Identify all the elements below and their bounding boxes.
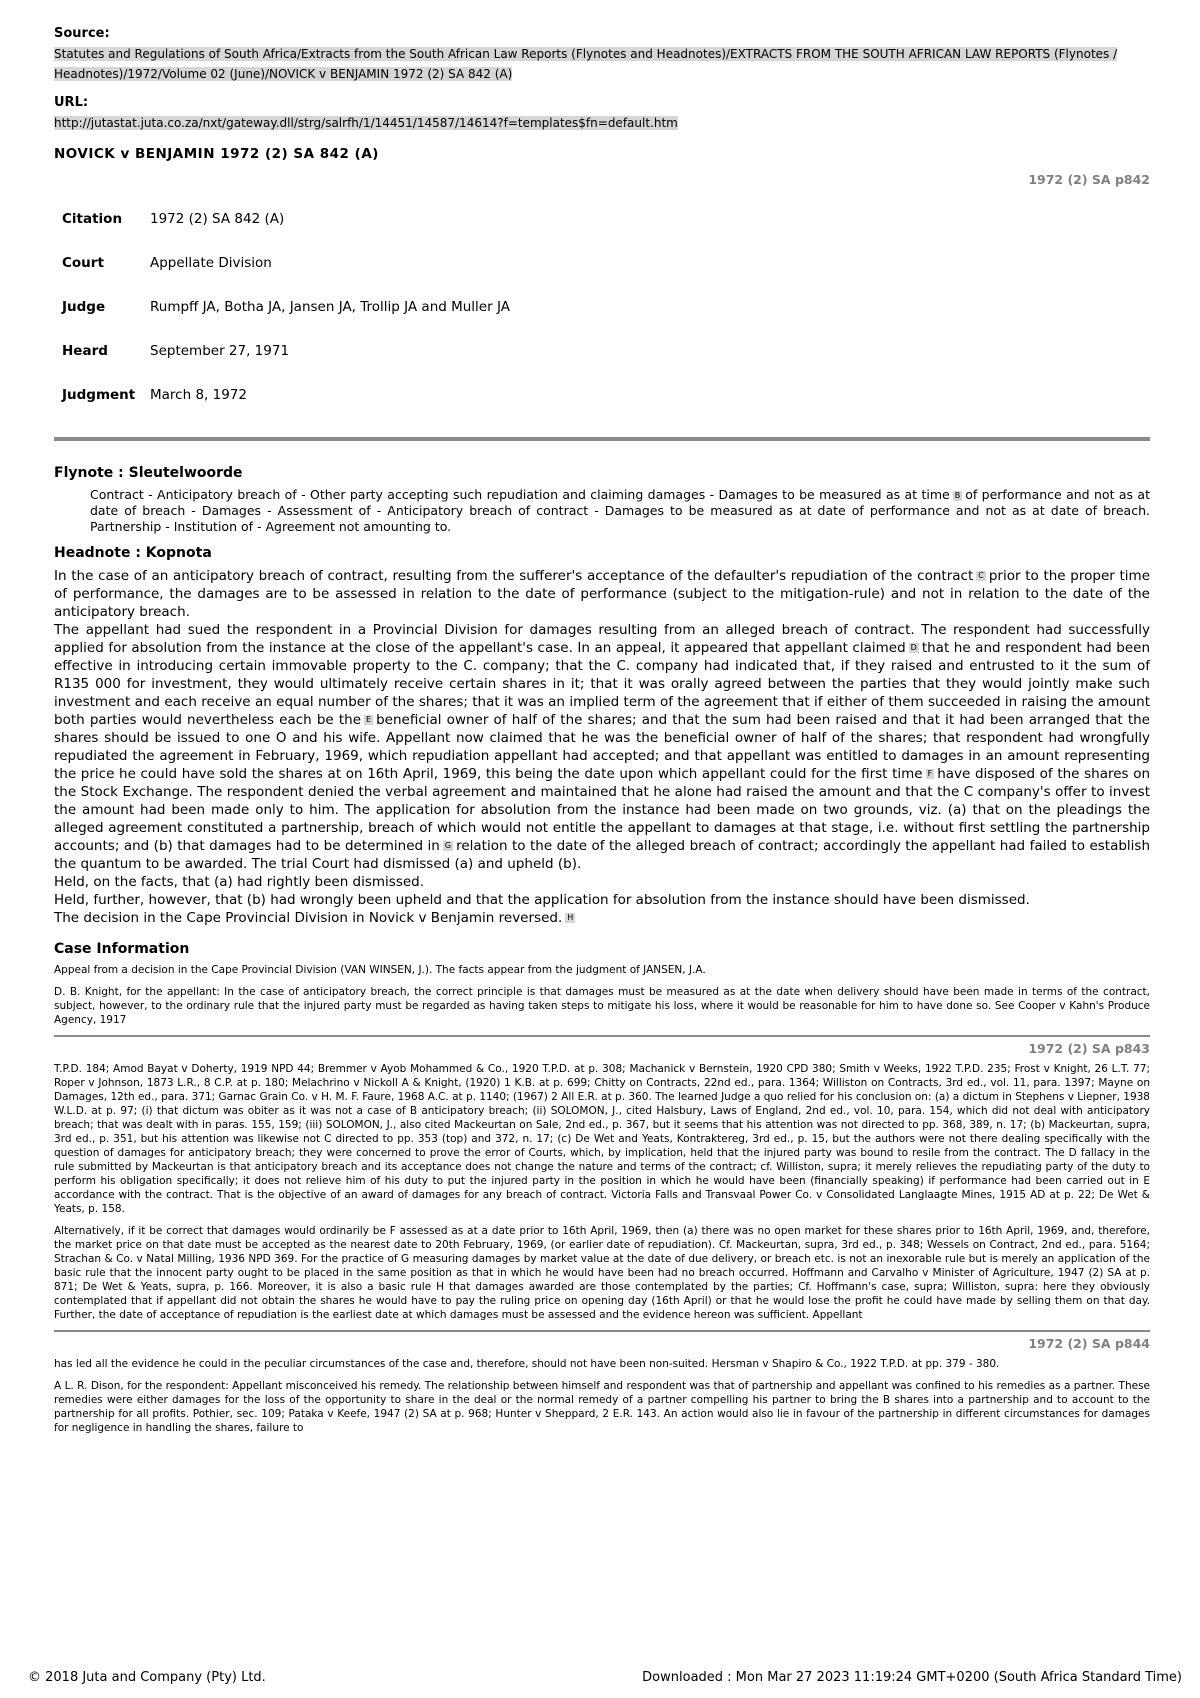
margin-letter-marker: G [444,841,452,850]
argument-paragraph: has led all the evidence he could in the peculiar circumstances of the case and, therefore, should not have been non-suited. Hersman v Shapiro & Co., 1922 T.P.D. at pp. 379 - 380. [54,1358,1000,1370]
source-label: Source: [54,26,110,41]
case-info-paragraph: D. B. Knight, for the appellant: In the case of anticipatory breach, the correct principle is that damages must be measured as at the date when delivery should have been made in terms of the contract, subject, however, to the ordinary rule that the injured party must be regarded as having taken steps to mitigate his loss, where it would be reasonable for him to have done so. See Cooper v Kahn's Produce Agency, 1917 [54,986,1150,1026]
meta-row-citation [62,211,510,255]
meta-row-heard [62,343,510,387]
headnote-text: In the case of an anticipatory breach of contract, resulting from the sufferer's acceptance of the defaulter's repudiation of the contract [54,568,974,584]
headnote-text: beneficial owner of half of the shares; and that the sum had been raised and that it had been arranged that the shares should be issued to one O and his wife. Appellant now claimed that he was the beneficial owner of half of the shares; that respondent had wrongfully repudiated the agreement in February, 1969, which repudiation appellant had accepted; and that appellant was entitled to damages in an amount representing the price he could have sold the shares at on 16th April, 1969, this being the date upon which appellant could for the first time [54,712,1150,782]
meta-key: Judge [62,299,106,315]
case-info-paragraph: Appeal from a decision in the Cape Provincial Division (VAN WINSEN, J.). The facts appear from the judgment of JANSEN, J.A. [54,964,706,976]
headnote-text: have disposed of the shares on the Stock Exchange. The respondent denied the verbal agreement and maintained that he alone had raised the amount and that the C company's offer to invest the amount had been made only to him. The application for absolution from the instance had been made on two grounds, viz. (a) that on the pleadings the alleged agreement constituted a partnership, breach of which would not entitle the appellant to damages at that stage, i.e. without first settling the partnership accounts; and (b) that damages had to be determined in [54,766,1151,854]
headnote-text: that he and respondent had been effective in introducing certain immovable property to the C. company; that the C. company had indicated that, if they raised and entrusted to it the sum of R135 000 for investment, they would ultimately receive certain shares in it; that it was orally agreed between the parties that they would jointly make such investment and each receive an equal number of the shares; that it was an implied term of the agreement that if either of them succeeded in raising the amount both parties would nevertheless each be the [54,640,1150,728]
margin-letter-marker: D [910,643,917,652]
margin-letter-marker: H [567,913,574,922]
headnote-paragraph [54,621,1150,873]
meta-row-court [62,255,510,299]
case-info-heading: Case Information [54,941,190,957]
headnote-paragraph [54,909,1150,927]
meta-row-judge [62,299,510,343]
flynote-heading: Flynote : Sleutelwoorde [54,465,243,481]
case-info-body [54,963,1150,1027]
margin-letter-marker: E [366,715,372,724]
meta-value: Appellate Division [150,255,272,271]
meta-key: Court [62,255,104,271]
case-meta-table [62,211,510,431]
headnote-text: The appellant had sued the respondent in a Provincial Division for damages resulting from an alleged breach of contract. The respondent had successfully applied for absolution from the instance at the close of the appellant's case. In an appeal, it appeared that appellant claimed [54,622,1150,656]
source-path[interactable]: Statutes and Regulations of South Africa/Extracts from the South African Law Reports (Flynotes and Headnotes)/EXTRACTS FROM THE SOUTH AFRICAN LAW REPORTS (Flynotes / Headnotes)/1972/Volume 02 (June)/NOVICK v BENJAMIN 1972 (2) SA 842 (A) [54,47,1118,81]
meta-value: 1972 (2) SA 842 (A) [150,211,285,227]
headnote-text: prior to the proper time of performance, the damages are to be assessed in relation to the date of performance (subject to the mitigation-rule) and not in relation to the date of the anticipatory breach. [54,568,1150,620]
meta-row-judgment [62,387,510,431]
page-ref-844: 1972 (2) SA p844 [1028,1336,1150,1351]
meta-value: September 27, 1971 [150,343,290,359]
copyright-footer: © 2018 Juta and Company (Pty) Ltd. [28,1670,266,1685]
page-843-body [54,1062,1150,1322]
url-link[interactable]: http://jutastat.juta.co.za/nxt/gateway.dll/strg/salrfh/1/14451/14587/14614?f=templates$fn=default.htm [54,116,678,130]
page-ref-842: 1972 (2) SA p842 [1028,172,1150,187]
argument-paragraph: A L. R. Dison, for the respondent: Appellant misconceived his remedy. The relationship between himself and respondent was that of partnership and appellant was confined to his remedies as a partner. These remedies were either damages for the loss of the opportunity to share in the deal or the normal remedy of a partner compelling his partner to bring the B shares into a partnership and to account to the partnership for all profits. Pothier, sec. 109; Pataka v Keefe, 1947 (2) SA at p. 968; Hunter v Sheppard, 2 E.R. 143. An action would also lie in favour of the partnership in different circumstances for damages for negligence in handling the shares, failure to [54,1380,1150,1434]
download-timestamp: Downloaded : Mon Mar 27 2023 11:19:24 GMT+0200 (South Africa Standard Time) [642,1670,1182,1685]
margin-letter-marker: F [927,769,933,778]
meta-key: Heard [62,343,108,359]
headnote-text: The decision in the Cape Provincial Division in Novick v Benjamin reversed. [54,910,563,926]
meta-value: March 8, 1972 [150,387,247,403]
url-block [54,95,1150,132]
document-page [54,26,1150,1443]
page-844-body [54,1357,1150,1435]
flynote-text [90,487,1150,535]
headnote-text: relation to the date of the alleged breach of contract; accordingly the appellant had failed to establish the quantum to be awarded. The trial Court had dismissed (a) and upheld (b). [54,838,1151,872]
page-ref-843: 1972 (2) SA p843 [1028,1041,1150,1056]
headnote-held: Held, further, however, that (b) had wrongly been upheld and that the application for absolution from the instance should have been dismissed. [54,892,1030,908]
argument-paragraph: T.P.D. 184; Amod Bayat v Doherty, 1919 NPD 44; Bremmer v Ayob Mohammed & Co., 1920 T.P.D. at p. 308; Machanick v Bernstein, 1920 CPD 380; Smith v Weeks, 1922 T.P.D. 235; Frost v Knight, 26 L.T. 77; Roper v Johnson, 1873 L.R., 8 C.P. at p. 180; Melachrino v Nickoll A & Knight, (1920) 1 K.B. at p. 699; Chitty on Contracts, 22nd ed., para. 1364; Williston on Contracts, 3rd ed., vol. 11, para. 1397; Mayne on Damages, 12th ed., para. 371; Garnac Grain Co. v H. M. F. Faure, 1968 A.C. at p. 1140; (1967) 2 All E.R. at p. 360. The learned Judge a quo relied for his conclusion on: (a) a dictum in Stephens v Liepner, 1938 W.L.D. at p. 97; (i) that dictum was obiter as it was not a case of B anticipatory breach; (ii) SOLOMON, J., cited Halsbury, Laws of England, 2nd ed., vol. 10, para. 154, which did not deal with anticipatory breach; that was dealt with in paras. 155, 159; (iii) SOLOMON, J., also cited Mackeurtan on Sale, 2nd ed., p. 367, but it seems that his attention was not directed to pp. 368, 389, n. 17; (b) Mackeurtan, supra, 3rd ed., p. 351, but his attention was likewise not C directed to pp. 353 (top) and 372, n. 17; (c) De Wet and Yeats, Kontraktereg, 3rd ed., p. 15, but the authors were not there dealing specifically with the question of damages for anticipatory breach; they were concerned to prove the error of Courts, which, by implication, held that the injured party was bound to resile from the contract. The D fallacy in the rule submitted by Mackeurtan is that anticipatory breach and its acceptance does not change the nature and terms of the contract; cf. Williston, supra; it merely relieves the repudiating party of the duty to perform his obligation specifically; it does not relieve him of his duty to put the injured party in the position in which he would have been (financially speaking) if performance had been carried out in E accordance with the contract. That is the objective of an award of damages for any breach of contract. Victoria Falls and Transvaal Power Co. v Consolidated Langlaagte Mines, 1915 AD at p. 22; De Wet & Yeats, p. 158. [54,1063,1150,1215]
document-title: NOVICK v BENJAMIN 1972 (2) SA 842 (A) [54,146,379,162]
meta-value: Rumpff JA, Botha JA, Jansen JA, Trollip JA and Muller JA [150,299,510,315]
source-block [54,26,1150,83]
margin-letter-marker: C [978,571,984,580]
flynote-text-a: Contract - Anticipatory breach of - Other party accepting such repudiation and claiming damages - Damages to be measured as at time [90,487,950,502]
meta-key: Judgment [62,387,136,403]
meta-key: Citation [62,211,123,227]
margin-letter-marker: B [954,490,961,500]
headnote-paragraph [54,567,1150,621]
headnote-heading: Headnote : Kopnota [54,545,212,561]
flynote-text-b: of performance and not as at date of breach - Damages - Assessment of - Anticipatory breach of contract - Damages to be measured as at date of performance and not as at date of breach. Partnership - Institution of - Agreement not amounting to. [90,487,1150,534]
argument-paragraph: Alternatively, if it be correct that damages would ordinarily be F assessed as at a date prior to 16th April, 1969, then (a) there was no open market for these shares prior to 16th April, 1969, and, therefore, the market price on that date must be accepted as the nearest date to 20th February, 1969, (or earlier date of repudiation). Cf. Mackeurtan, supra, 3rd ed., p. 348; Wessels on Contract, 2nd ed., para. 5164; Strachan & Co. v Natal Milling, 1936 NPD 369. For the practice of G measuring damages by market value at the date of due delivery, or breach etc. is not an inexorable rule but is merely an application of the basic rule that the innocent party ought to be placed in the same position as that in which he would have been had no breach occurred. Hoffmann and Carvalho v Minister of Agriculture, 1947 (2) SA at p. 871; De Wet & Yeats, supra, p. 166. Moreover, it is also a basic rule H that damages awarded are those contemplated by the parties; Cf. Hoffmann's case, supra; Williston, supra: here they obviously contemplated that if appellant did not obtain the shares he would have to pay the ruling price on opening day (16th April) or that he would lose the profit he could have made by selling them on that day. Further, the date of acceptance of repudiation is the earliest date at which damages must be assessed and the evidence hereon was sufficient. Appellant [54,1225,1150,1321]
section-divider [54,437,1150,441]
headnote-held: Held, on the facts, that (a) had rightly been dismissed. [54,874,425,890]
url-label: URL: [54,95,89,110]
headnote-body [54,567,1150,927]
